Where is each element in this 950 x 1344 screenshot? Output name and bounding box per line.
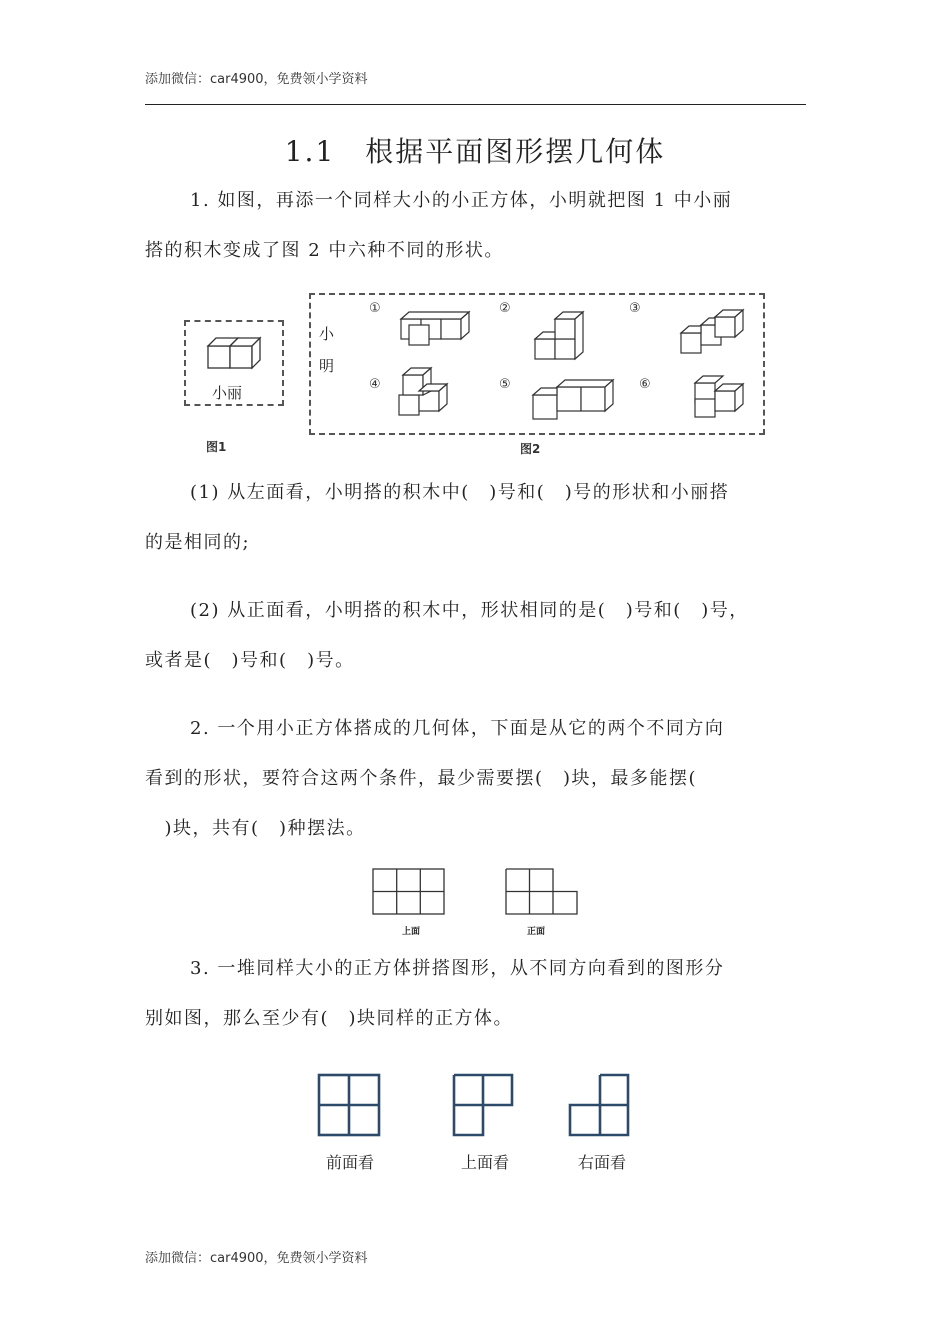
page-footer: 添加微信：car4900，免费领小学资料 [145,1251,368,1266]
marker-6: ⑥ [639,377,651,392]
marker-3: ③ [629,301,641,316]
figure-2-label-1: 小 [319,325,335,343]
q3-view-right-label: 右面看 [578,1153,627,1172]
q2-line3: )块，共有( )种摆法。 [145,818,366,839]
figure-1-caption: 图1 [206,440,227,454]
figure-2-box [309,293,765,435]
page-title: 1.1 根据平面图形摆几何体 [284,135,666,168]
header-rule [145,104,806,105]
marker-2: ② [499,301,511,316]
figure-2-cubes [311,295,763,433]
figure-2-caption: 图2 [520,442,541,456]
page-header: 添加微信：car4900，免费领小学资料 [145,72,368,87]
q2-view-top-label: 上面 [402,927,421,937]
q3-line1: 3. 一堆同样大小的正方体拼搭图形，从不同方向看到的图形分 [190,958,725,979]
q3-line2: 别如图，那么至少有( )块同样的正方体。 [145,1008,514,1029]
figure-2-label-2: 明 [319,357,335,375]
q2-line2: 看到的形状，要符合这两个条件，最少需要摆( )块，最多能摆( [145,768,698,789]
q1-line1: 1. 如图，再添一个同样大小的小正方体，小明就把图 1 中小丽 [190,190,733,211]
marker-4: ④ [369,377,381,392]
q2-views [372,868,582,918]
q1-sub2-line2: 或者是( )号和( )号。 [145,650,355,671]
q3-view-top-label: 上面看 [461,1153,510,1172]
marker-1: ① [369,301,381,316]
q1-line2: 搭的积木变成了图 2 中六种不同的形状。 [145,240,504,261]
marker-5: ⑤ [499,377,511,392]
figure-1-label: 小丽 [212,384,243,402]
q1-sub1-line2: 的是相同的; [145,532,251,553]
q3-views [316,1072,636,1138]
q1-sub2-line1: (2) 从正面看，小明搭的积木中，形状相同的是( )号和( )号， [190,600,749,621]
q3-view-front-label: 前面看 [326,1153,375,1172]
figure-1-box [184,320,284,406]
q2-line1: 2. 一个用小正方体搭成的几何体，下面是从它的两个不同方向 [190,718,725,739]
q1-sub1-line1: (1) 从左面看，小明搭的积木中( )号和( )号的形状和小丽搭 [190,482,730,503]
q2-view-front-label: 正面 [527,927,546,937]
